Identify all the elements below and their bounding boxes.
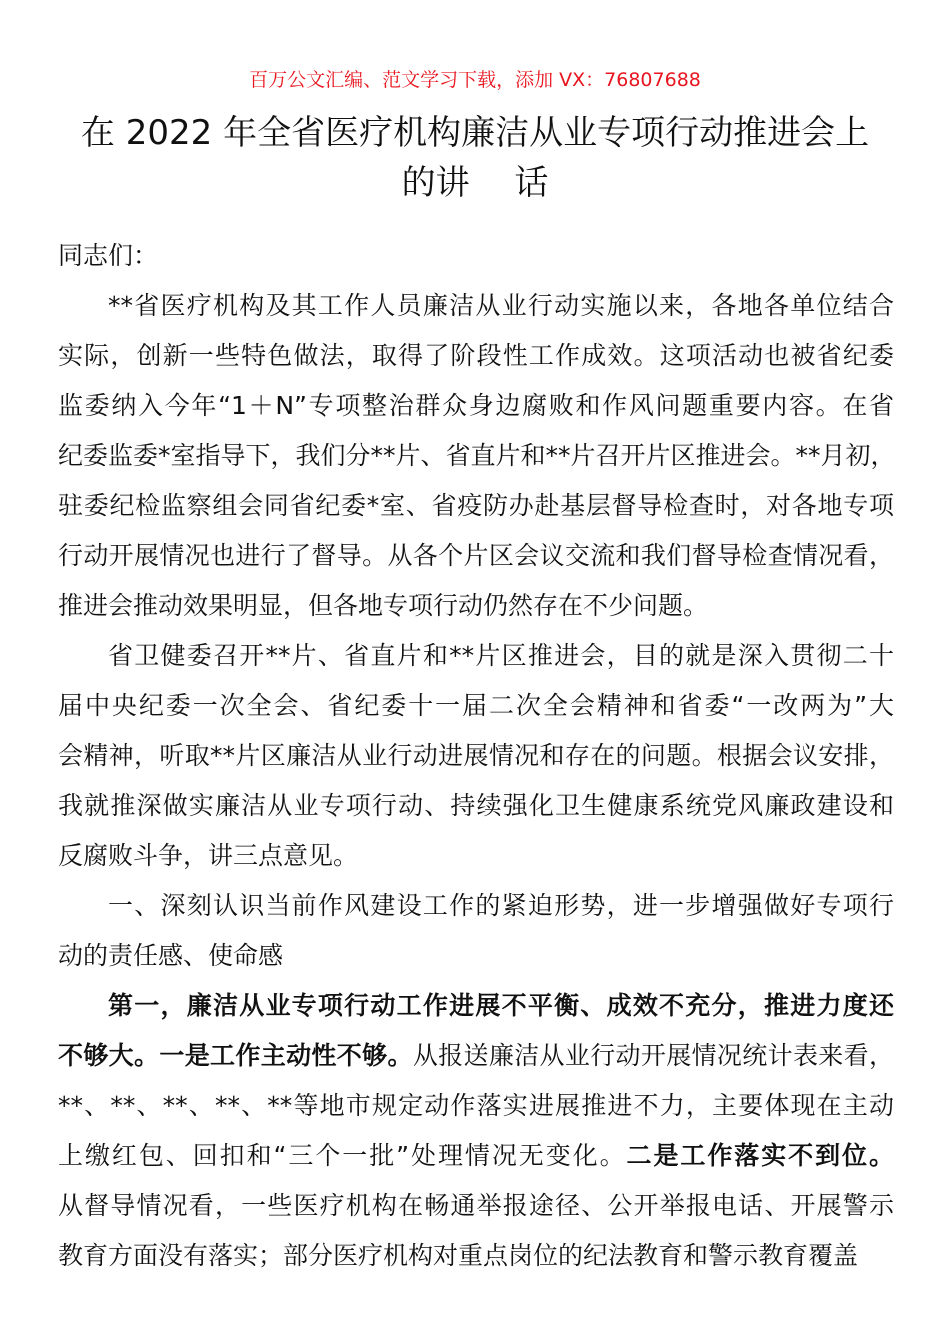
text-segment: 同志们：: [58, 241, 159, 270]
text-segment: 上缴红包、回扣和“三个一批”处理情况无变化。: [58, 1141, 627, 1170]
text-line: [58, 281, 894, 331]
text-line: [58, 1131, 894, 1181]
text-segment: 动的责任感、使命感: [58, 941, 284, 970]
text-line: [58, 531, 894, 581]
text-line: [58, 581, 894, 631]
text-segment: 反腐败斗争，讲三点意见。: [58, 841, 359, 870]
text-line: [58, 731, 894, 781]
text-segment: 实际，创新一些特色做法，取得了阶段性工作成效。这项活动也被省纪委: [58, 341, 894, 370]
title-line: 在 2022 年全省医疗机构廉洁从业专项行动推进会上: [80, 113, 870, 153]
text-segment: 会精神，听取**片区廉洁从业行动进展情况和存在的问题。根据会议安排，: [58, 741, 894, 770]
text-line: [58, 381, 894, 431]
bold-text: 第一，廉洁从业专项行动工作进展不平衡、成效不充分，推进力度还: [108, 991, 894, 1020]
text-line: [58, 331, 894, 381]
text-line: [58, 1031, 894, 1081]
document-body: [58, 231, 894, 1281]
paragraph: [58, 631, 894, 881]
text-segment: 监委纳入今年“1＋N”专项整治群众身边腐败和作风问题重要内容。在省: [58, 391, 894, 420]
text-line: [58, 831, 894, 881]
text-segment: 从报送廉洁从业行动开展情况统计表来看，: [412, 1041, 894, 1070]
text-line: [58, 231, 894, 281]
text-segment: 一、深刻认识当前作风建设工作的紧迫形势，进一步增强做好专项行: [108, 891, 894, 920]
text-segment: 省卫健委召开**片、省直片和**片区推进会，目的就是深入贯彻二十: [108, 641, 894, 670]
document-title: [40, 108, 910, 208]
title-line: 的讲 话: [401, 163, 549, 203]
text-segment: 行动开展情况也进行了督导。从各个片区会议交流和我们督导检查情况看，: [58, 541, 894, 570]
bold-text: 二是工作落实不到位。: [626, 1141, 894, 1170]
text-line: [58, 781, 894, 831]
text-segment: **、**、**、**、**等地市规定动作落实进展推进不力，主要体现在主动: [58, 1091, 894, 1120]
paragraph: [58, 981, 894, 1281]
paragraph: [58, 231, 894, 281]
text-segment: 届中央纪委一次全会、省纪委十一届二次全会精神和省委“一改两为”大: [58, 691, 894, 720]
text-segment: 驻委纪检监察组会同省纪委*室、省疫防办赴基层督导检查时，对各地专项: [58, 491, 894, 520]
text-line: [58, 631, 894, 681]
text-segment: **省医疗机构及其工作人员廉洁从业行动实施以来，各地各单位结合: [108, 291, 894, 320]
text-line: [58, 1181, 894, 1231]
text-segment: 纪委监委*室指导下，我们分**片、省直片和**片召开片区推进会。**月初，: [58, 441, 896, 470]
text-line: [58, 431, 894, 481]
text-line: [58, 981, 894, 1031]
text-segment: 推进会推动效果明显，但各地专项行动仍然存在不少问题。: [58, 591, 709, 620]
text-line: [58, 931, 894, 981]
text-segment: 从督导情况看，一些医疗机构在畅通举报途径、公开举报电话、开展警示: [58, 1191, 894, 1220]
watermark-header: 百万公文汇编、范文学习下载，添加 VX：76807688: [249, 69, 701, 91]
text-segment: 教育方面没有落实；部分医疗机构对重点岗位的纪法教育和警示教育覆盖: [58, 1241, 859, 1270]
paragraph: [58, 881, 894, 981]
text-line: [58, 881, 894, 931]
text-segment: 我就推深做实廉洁从业专项行动、持续强化卫生健康系统党风廉政建设和: [58, 791, 894, 820]
paragraph: [58, 281, 894, 631]
text-line: [58, 1081, 894, 1131]
text-line: [58, 481, 894, 531]
text-line: [58, 681, 894, 731]
text-line: [58, 1231, 894, 1281]
bold-text: 不够大。一是工作主动性不够。: [58, 1041, 413, 1070]
